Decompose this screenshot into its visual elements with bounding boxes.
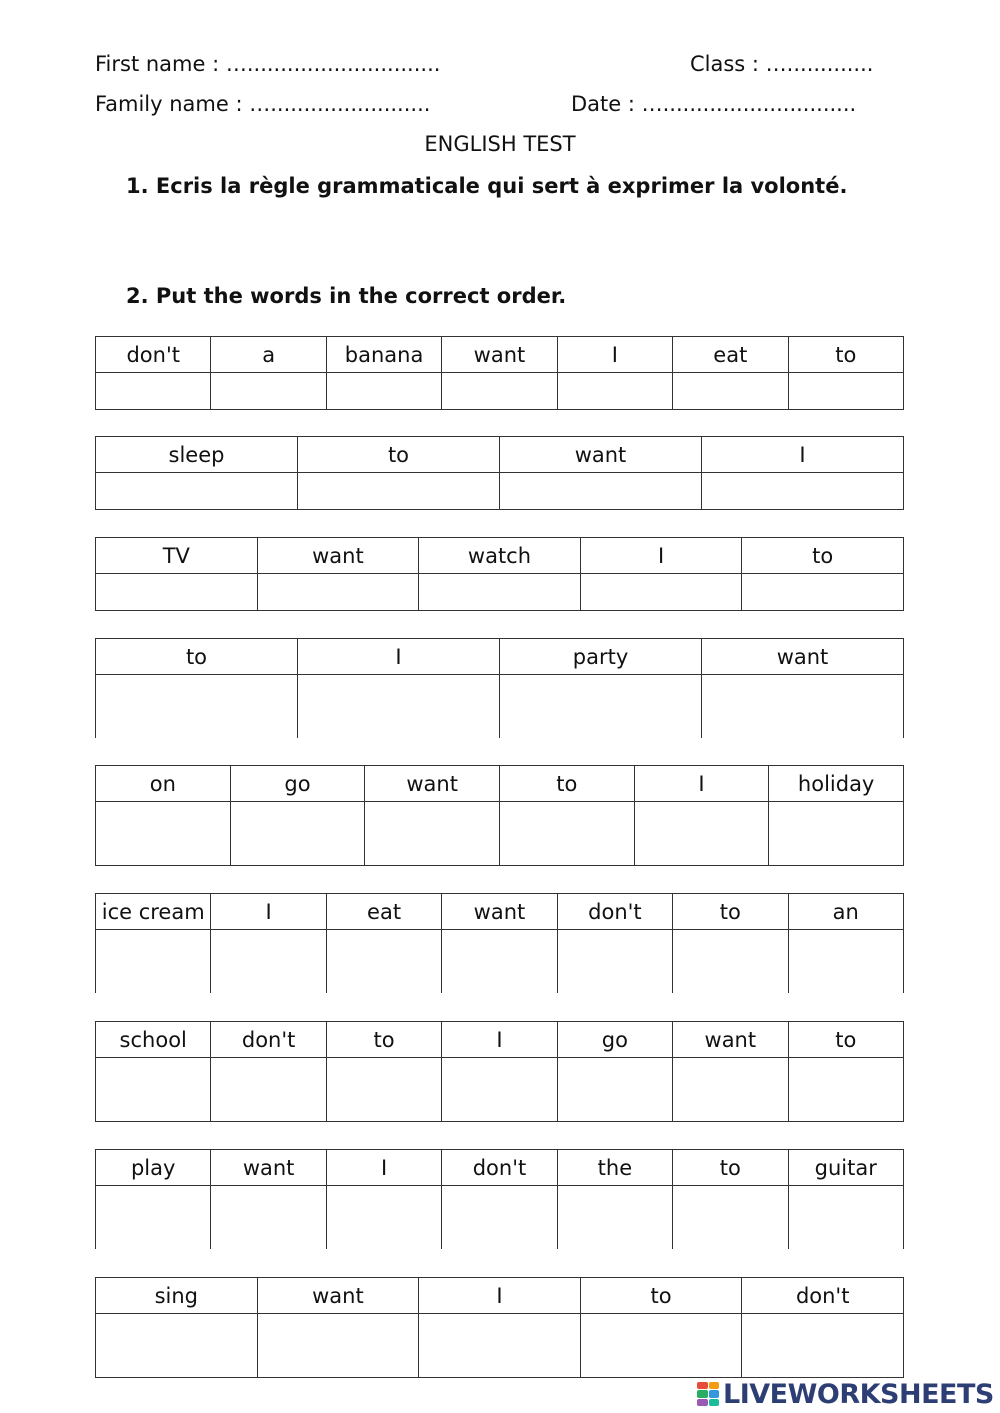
word-cell: play	[96, 1150, 211, 1186]
word-cell: I	[442, 1022, 557, 1058]
words-row	[96, 766, 904, 802]
answer-cell	[365, 802, 500, 866]
answer-cell	[673, 1058, 788, 1122]
answer-cell	[742, 1314, 904, 1378]
answer-cell	[96, 1186, 211, 1250]
word-cell: watch	[419, 538, 581, 574]
answer-input[interactable]	[558, 1058, 672, 1121]
word-cell: want	[442, 337, 557, 373]
answer-cell	[557, 1186, 672, 1250]
answer-row	[96, 473, 904, 510]
answer-input[interactable]	[96, 1186, 210, 1249]
word-cell: go	[557, 1022, 672, 1058]
answer-input[interactable]	[211, 930, 325, 993]
answer-cell	[580, 1314, 742, 1378]
word-cell: holiday	[769, 766, 904, 802]
word-order-table	[95, 436, 904, 510]
answer-cell	[211, 1186, 326, 1250]
answer-cell	[96, 1058, 211, 1122]
answer-cell	[96, 675, 298, 739]
answer-input[interactable]	[327, 1058, 441, 1121]
word-cell: eat	[326, 894, 441, 930]
liveworksheets-logo	[697, 1378, 994, 1410]
word-cell: I	[634, 766, 769, 802]
answer-input[interactable]	[558, 1186, 672, 1249]
answer-cell	[557, 373, 672, 410]
answer-cell	[500, 473, 702, 510]
word-order-table	[95, 1277, 904, 1378]
word-cell: want	[442, 894, 557, 930]
answer-input[interactable]	[442, 1186, 556, 1249]
answer-input[interactable]	[789, 373, 903, 409]
answer-input[interactable]	[581, 1314, 742, 1377]
word-cell: ice cream	[96, 894, 211, 930]
page-title: ENGLISH TEST	[424, 132, 576, 156]
words-row	[96, 1150, 904, 1186]
answer-cell	[742, 574, 904, 611]
word-cell: to	[499, 766, 634, 802]
answer-input[interactable]	[419, 1314, 580, 1377]
answer-cell	[673, 373, 788, 410]
answer-input[interactable]	[211, 1058, 325, 1121]
word-cell: I	[326, 1150, 441, 1186]
answer-row	[96, 675, 904, 739]
word-cell: TV	[96, 538, 258, 574]
word-cell: don't	[442, 1150, 557, 1186]
word-cell: to	[673, 1150, 788, 1186]
answer-cell	[557, 930, 672, 994]
answer-input[interactable]	[211, 1186, 325, 1249]
answer-cell	[96, 373, 211, 410]
answer-input[interactable]	[702, 473, 903, 509]
word-order-table	[95, 336, 904, 410]
answer-cell	[96, 930, 211, 994]
answer-input[interactable]	[96, 373, 210, 409]
answer-cell	[419, 1314, 581, 1378]
answer-cell	[326, 373, 441, 410]
word-cell: to	[788, 337, 903, 373]
answer-cell	[580, 574, 742, 611]
first-name-label: First name : ….............................	[95, 52, 441, 76]
answer-row	[96, 1314, 904, 1378]
word-cell: I	[419, 1278, 581, 1314]
answer-input[interactable]	[500, 473, 701, 509]
answer-input[interactable]	[419, 574, 580, 610]
answer-cell	[788, 1058, 903, 1122]
answer-input[interactable]	[96, 473, 297, 509]
answer-input[interactable]	[96, 930, 210, 993]
answer-input[interactable]	[211, 373, 325, 409]
word-cell: want	[257, 538, 419, 574]
answer-cell	[419, 574, 581, 611]
answer-input[interactable]	[298, 473, 499, 509]
words-row	[96, 337, 904, 373]
answer-cell	[442, 930, 557, 994]
word-cell: to	[580, 1278, 742, 1314]
word-cell: want	[500, 437, 702, 473]
answer-cell	[326, 930, 441, 994]
answer-row	[96, 1058, 904, 1122]
answer-cell	[257, 1314, 419, 1378]
answer-cell	[211, 1058, 326, 1122]
answer-row	[96, 1186, 904, 1250]
word-cell: school	[96, 1022, 211, 1058]
answer-input[interactable]	[673, 373, 787, 409]
word-order-table	[95, 1149, 904, 1249]
answer-input[interactable]	[327, 1186, 441, 1249]
word-cell: to	[673, 894, 788, 930]
answer-cell	[230, 802, 365, 866]
answer-cell	[326, 1058, 441, 1122]
answer-input[interactable]	[558, 373, 672, 409]
word-order-table	[95, 638, 904, 738]
word-cell: I	[702, 437, 904, 473]
word-cell: I	[211, 894, 326, 930]
word-cell: party	[500, 639, 702, 675]
question-1-answer-field[interactable]	[126, 212, 908, 264]
answer-input[interactable]	[702, 675, 903, 738]
answer-cell	[634, 802, 769, 866]
word-cell: I	[557, 337, 672, 373]
word-cell: sleep	[96, 437, 298, 473]
answer-input[interactable]	[789, 1058, 903, 1121]
word-cell: guitar	[788, 1150, 903, 1186]
date-label: Date : ….............................	[571, 92, 857, 116]
answer-input[interactable]	[258, 1314, 419, 1377]
answer-input[interactable]	[673, 1186, 787, 1249]
answer-cell	[788, 1186, 903, 1250]
answer-cell	[257, 574, 419, 611]
word-cell: don't	[742, 1278, 904, 1314]
answer-input[interactable]	[673, 1058, 787, 1121]
answer-cell	[673, 1186, 788, 1250]
answer-input[interactable]	[231, 802, 365, 865]
answer-cell	[442, 373, 557, 410]
answer-input[interactable]	[96, 802, 230, 865]
answer-cell	[673, 930, 788, 994]
answer-cell	[702, 473, 904, 510]
word-cell: to	[742, 538, 904, 574]
answer-cell	[702, 675, 904, 739]
words-row	[96, 538, 904, 574]
answer-input[interactable]	[258, 574, 419, 610]
word-cell: to	[326, 1022, 441, 1058]
word-order-table	[95, 537, 904, 611]
answer-cell	[557, 1058, 672, 1122]
question-1: 1. Ecris la règle grammaticale qui sert à exprimer la volonté.	[126, 174, 848, 198]
word-cell: want	[365, 766, 500, 802]
answer-cell	[211, 373, 326, 410]
answer-cell	[96, 473, 298, 510]
answer-input[interactable]	[96, 675, 297, 738]
answer-input[interactable]	[789, 930, 903, 993]
word-cell: banana	[326, 337, 441, 373]
answer-cell	[96, 574, 258, 611]
answer-input[interactable]	[96, 574, 257, 610]
word-cell: to	[96, 639, 298, 675]
word-cell: want	[673, 1022, 788, 1058]
word-cell: an	[788, 894, 903, 930]
answer-row	[96, 930, 904, 994]
question-2: 2. Put the words in the correct order.	[126, 284, 567, 308]
answer-input[interactable]	[327, 930, 441, 993]
word-order-table	[95, 765, 904, 866]
answer-cell	[211, 930, 326, 994]
word-cell: a	[211, 337, 326, 373]
answer-input[interactable]	[442, 373, 556, 409]
answer-input[interactable]	[96, 1058, 210, 1121]
answer-input[interactable]	[96, 1314, 257, 1377]
answer-input[interactable]	[298, 675, 499, 738]
answer-input[interactable]	[500, 675, 701, 738]
answer-cell	[500, 675, 702, 739]
word-cell: the	[557, 1150, 672, 1186]
answer-row	[96, 574, 904, 611]
answer-input[interactable]	[442, 930, 556, 993]
answer-input[interactable]	[500, 802, 634, 865]
answer-input[interactable]	[442, 1058, 556, 1121]
family-name-label: Family name : …........................	[95, 92, 431, 116]
answer-cell	[298, 675, 500, 739]
answer-input[interactable]	[742, 1314, 903, 1377]
answer-cell	[96, 1314, 258, 1378]
answer-input[interactable]	[742, 574, 903, 610]
word-cell: don't	[557, 894, 672, 930]
answer-cell	[788, 930, 903, 994]
word-cell: want	[257, 1278, 419, 1314]
word-cell: want	[211, 1150, 326, 1186]
answer-input[interactable]	[769, 802, 903, 865]
word-cell: I	[298, 639, 500, 675]
answer-input[interactable]	[635, 802, 769, 865]
word-cell: to	[298, 437, 500, 473]
answer-input[interactable]	[365, 802, 499, 865]
answer-input[interactable]	[581, 574, 742, 610]
words-row	[96, 1022, 904, 1058]
word-order-table	[95, 893, 904, 993]
answer-input[interactable]	[327, 373, 441, 409]
answer-cell	[96, 802, 231, 866]
word-cell: want	[702, 639, 904, 675]
answer-input[interactable]	[673, 930, 787, 993]
word-cell: don't	[96, 337, 211, 373]
words-row	[96, 894, 904, 930]
class-label: Class : ….............	[690, 52, 874, 76]
word-cell: I	[580, 538, 742, 574]
answer-input[interactable]	[558, 930, 672, 993]
answer-cell	[326, 1186, 441, 1250]
word-cell: eat	[673, 337, 788, 373]
answer-row	[96, 802, 904, 866]
answer-row	[96, 373, 904, 410]
logo-text: LIVEWORKSHEETS	[723, 1378, 994, 1410]
answer-cell	[298, 473, 500, 510]
answer-cell	[769, 802, 904, 866]
words-row	[96, 437, 904, 473]
answer-input[interactable]	[789, 1186, 903, 1249]
word-order-table	[95, 1021, 904, 1122]
words-row	[96, 639, 904, 675]
answer-cell	[442, 1058, 557, 1122]
answer-cell	[499, 802, 634, 866]
answer-cell	[788, 373, 903, 410]
word-cell: don't	[211, 1022, 326, 1058]
answer-cell	[442, 1186, 557, 1250]
word-cell: sing	[96, 1278, 258, 1314]
word-cell: on	[96, 766, 231, 802]
word-cell: to	[788, 1022, 903, 1058]
words-row	[96, 1278, 904, 1314]
logo-icon	[697, 1382, 719, 1406]
word-cell: go	[230, 766, 365, 802]
